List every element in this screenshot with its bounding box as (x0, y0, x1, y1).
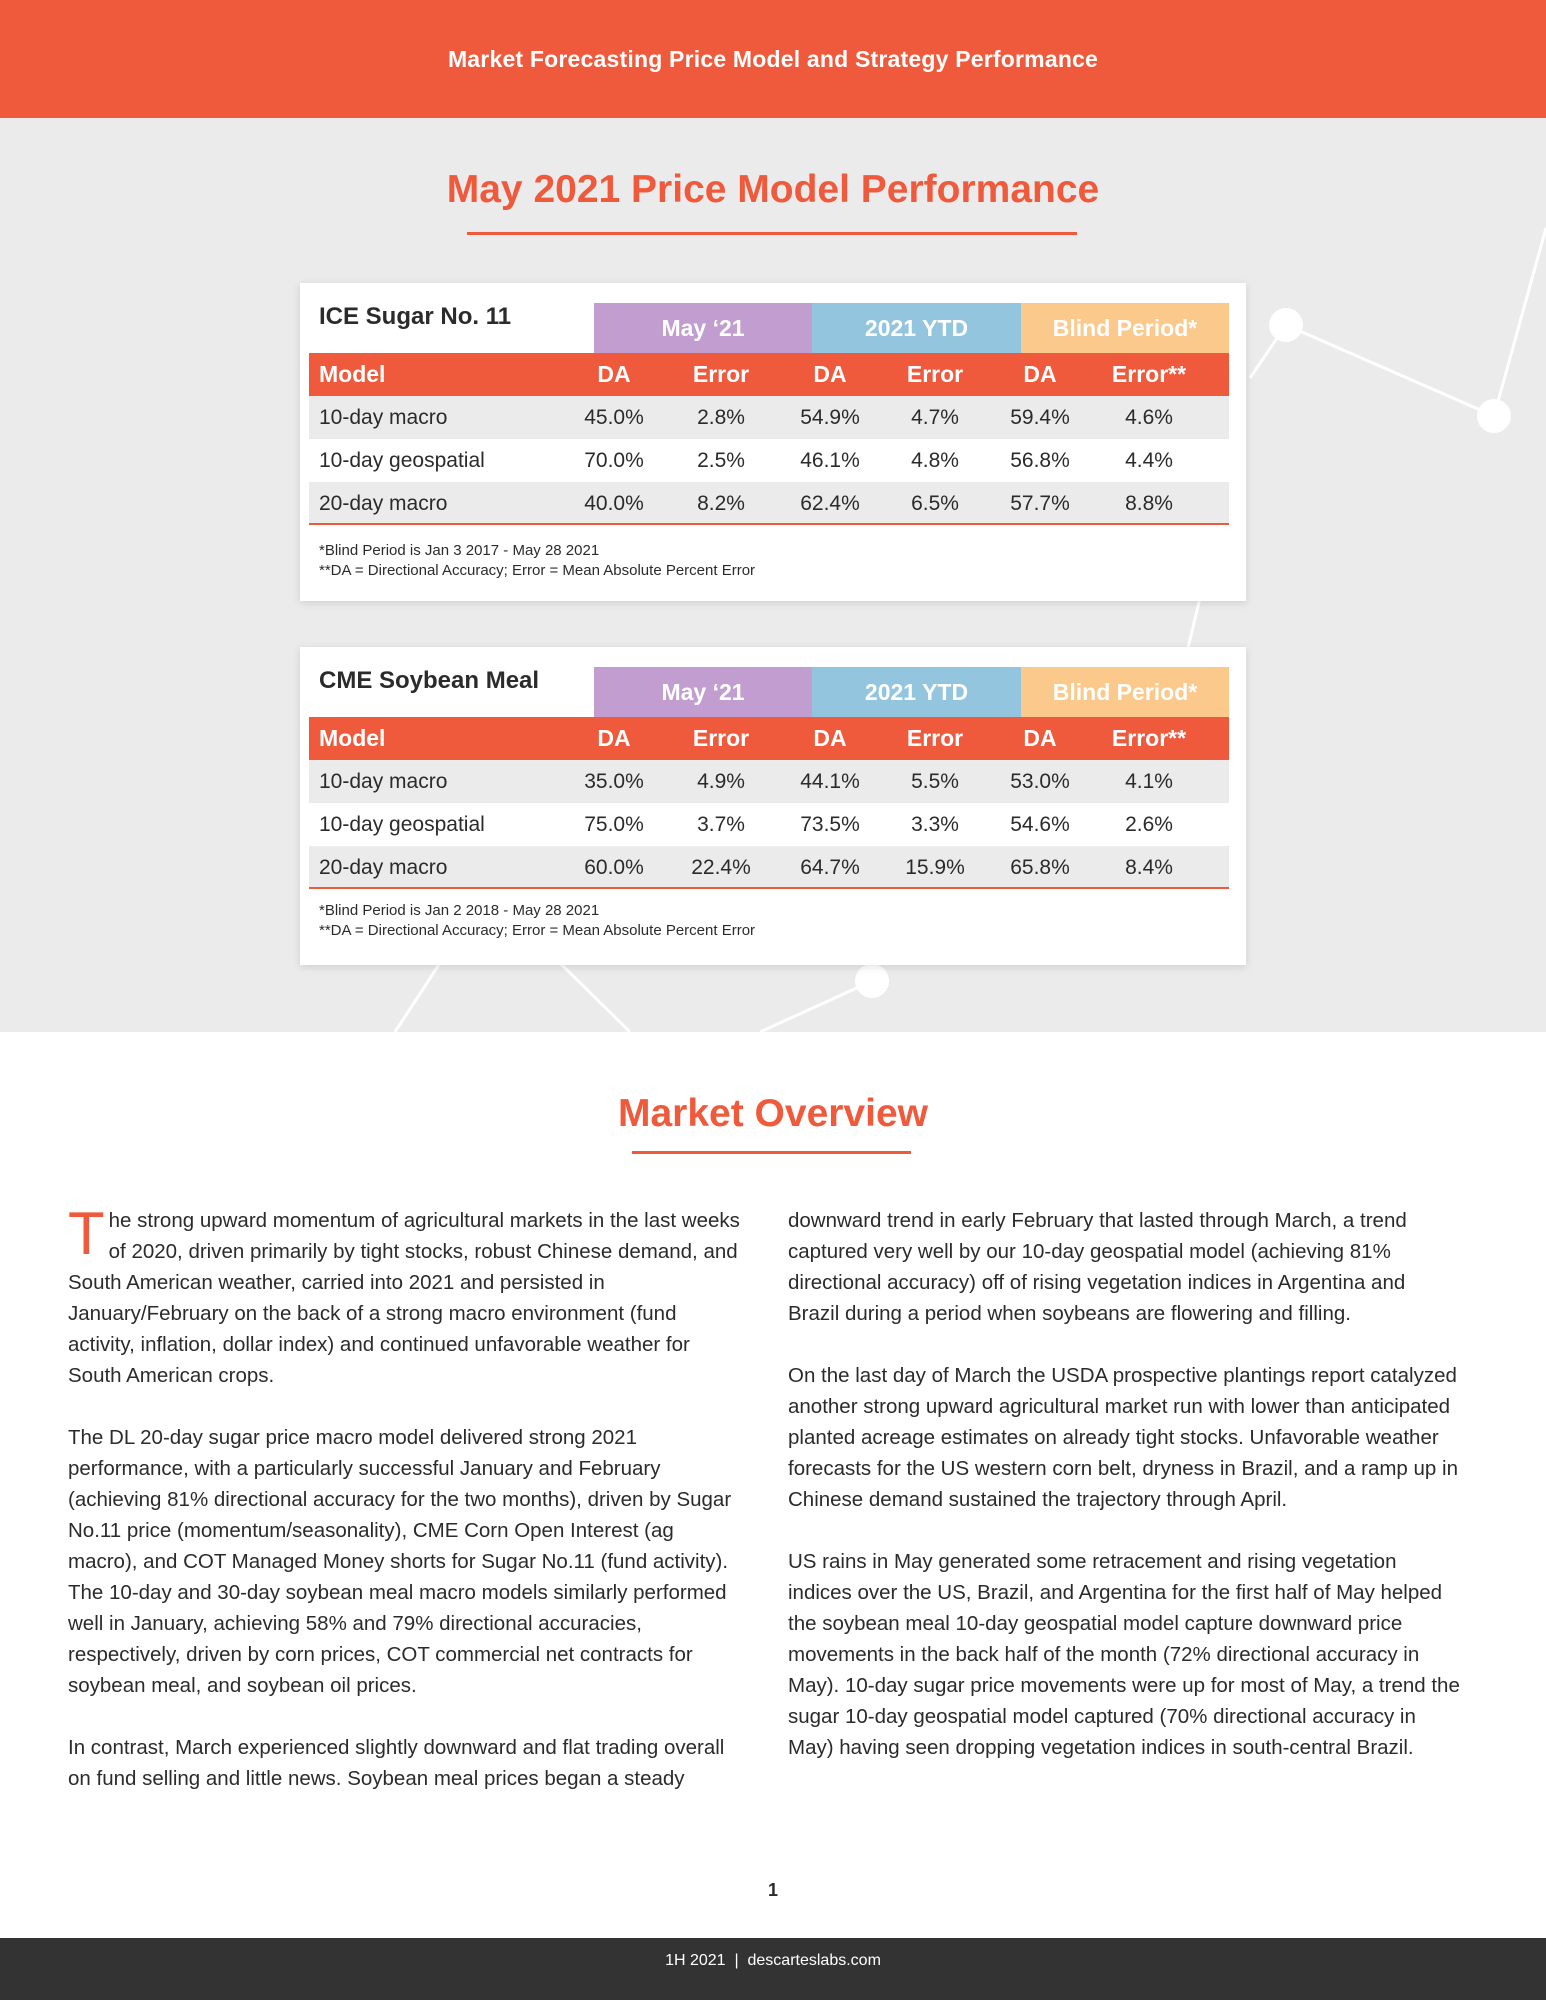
paragraph-text: he strong upward momentum of agricultural markets in the last weeks of 2020, driven primarily by tight stocks, robust Chinese demand, and South American weather, carried into 2021 and persisted in January/February on the back of a strong macro environment (fund activity, inflation, dollar index) and continued unfavorable weather for South American crops. (68, 1209, 740, 1387)
table-cell: 56.8% (1010, 449, 1070, 472)
sugar-table-card (300, 283, 1246, 601)
overview-paragraph: The DL 20-day sugar price macro model delivered strong 2021 performance, with a particularly successful January and February (achieving 81% directional accuracy for the two months), driven by Sugar No.11 price (momentum/seasonality), CME Corn Open Interest (ag macro), and COT Managed Money shorts for Sugar No.11 (fund activity). The 10-day and 30-day soybean meal macro models similarly performed well in January, achieving 58% and 79% directional accuracies, respectively, driven by corn prices, COT commercial net contracts for soybean meal, and soybean oil prices. (68, 1426, 732, 1697)
table-header-row (309, 353, 1229, 396)
table-cell: 54.9% (800, 406, 860, 429)
table-cell: 53.0% (1010, 770, 1070, 793)
column-header: DA (813, 725, 847, 751)
group-header-blind: Blind Period* (1021, 667, 1229, 717)
table-cell: 4.4% (1125, 449, 1173, 472)
table-cell: 64.7% (800, 856, 860, 879)
table-cell: 15.9% (905, 856, 965, 879)
table-cell: 44.1% (800, 770, 860, 793)
footer (0, 1938, 1546, 2000)
overview-left-column (68, 1200, 740, 1825)
table-cell: 8.4% (1125, 856, 1173, 879)
table-cell: 10-day geospatial (319, 813, 485, 836)
table-notes (319, 541, 755, 581)
soybean-table-card (300, 647, 1246, 965)
column-header: DA (813, 361, 847, 387)
overview-title: Market Overview (617, 1092, 928, 1135)
column-header: Error (906, 361, 964, 387)
table-row (309, 396, 1229, 439)
overview-right-column (788, 1205, 1460, 1794)
top-banner (0, 0, 1546, 118)
group-header-ytd: 2021 YTD (812, 303, 1021, 353)
table-cell: 10-day macro (319, 770, 448, 793)
table-title: ICE Sugar No. 11 (319, 303, 512, 330)
table-cell: 4.6% (1125, 406, 1173, 429)
column-header: DA (1023, 361, 1057, 387)
table-cell: 45.0% (584, 406, 644, 429)
column-header: DA (597, 725, 631, 751)
overview-title-rule (632, 1151, 911, 1154)
table-cell: 4.7% (911, 406, 959, 429)
column-header: DA (597, 361, 631, 387)
table-cell: 10-day geospatial (319, 449, 485, 472)
column-header: Error (692, 361, 750, 387)
table-cell: 6.5% (911, 492, 959, 515)
table-row (309, 439, 1229, 482)
table-cell: 8.8% (1125, 492, 1173, 515)
table-cell: 54.6% (1010, 813, 1070, 836)
group-header-ytd: 2021 YTD (812, 667, 1021, 717)
table-notes (319, 901, 755, 941)
table-cell: 8.2% (697, 492, 745, 515)
table-cell: 40.0% (584, 492, 644, 515)
group-header-may: May ‘21 (594, 303, 812, 353)
table-cell: 35.0% (584, 770, 644, 793)
column-header: Model (319, 725, 386, 751)
blind-period-note: *Blind Period is Jan 3 2017 - May 28 2021 (319, 542, 600, 559)
table-cell: 70.0% (584, 449, 644, 472)
overview-paragraph: US rains in May generated some retracement and rising vegetation indices over the US, Brazil, and Argentina for the first half of May helped the soybean meal 10-day geospatial model capture downward price movements in the back half of the month (72% directional accuracy in May). 10-day sugar price movements were up for most of May, a trend the sugar 10-day geospatial model captured (70% directional accuracy in May) having seen dropping vegetation indices in south-central Brazil. (788, 1550, 1460, 1759)
table-header-row (309, 717, 1229, 760)
column-header: Model (319, 361, 386, 387)
definition-note: **DA = Directional Accuracy; Error = Mean Absolute Percent Error (319, 562, 756, 579)
table-row (309, 482, 1229, 525)
table-cell: 75.0% (584, 813, 644, 836)
table-cell: 62.4% (800, 492, 860, 515)
column-header: Error (906, 725, 964, 751)
table-cell: 4.9% (697, 770, 745, 793)
table-row (309, 803, 1229, 846)
performance-title-rule (467, 232, 1077, 235)
table-cell: 2.6% (1125, 813, 1173, 836)
table-cell: 4.8% (911, 449, 959, 472)
overview-paragraph: In contrast, March experienced slightly downward and flat trading overall on fund selling and little news. Soybean meal prices began a steady (68, 1736, 725, 1790)
column-header: Error** (1111, 361, 1187, 387)
footer-text: 1H 2021 | descarteslabs.com (665, 1952, 881, 1969)
soybean-table (309, 717, 1229, 889)
table-cell: 65.8% (1010, 856, 1070, 879)
table-title: CME Soybean Meal (319, 667, 540, 694)
overview-paragraph: downward trend in early February that lasted through March, a trend captured very well by our 10-day geospatial model (achieving 81% directional accuracy) off of rising vegetation indices in Argentina and Brazil during a period when soybeans are flowering and filling. (788, 1209, 1407, 1325)
performance-title: May 2021 Price Model Performance (446, 168, 1100, 211)
column-header: Error** (1111, 725, 1187, 751)
group-header-may: May ‘21 (594, 667, 812, 717)
table-cell: 20-day macro (319, 492, 448, 515)
table-cell: 20-day macro (319, 856, 448, 879)
table-cell: 4.1% (1125, 770, 1173, 793)
table-cell: 3.7% (697, 813, 745, 836)
table-row (309, 760, 1229, 803)
column-header: DA (1023, 725, 1057, 751)
group-header-blind: Blind Period* (1021, 303, 1229, 353)
table-cell: 2.8% (697, 406, 745, 429)
table-row (309, 846, 1229, 889)
table-cell: 3.3% (911, 813, 959, 836)
sugar-table (309, 353, 1229, 525)
column-header: Error (692, 725, 750, 751)
table-cell: 2.5% (697, 449, 745, 472)
definition-note: **DA = Directional Accuracy; Error = Mean Absolute Percent Error (319, 922, 756, 939)
blind-period-note: *Blind Period is Jan 2 2018 - May 28 2021 (319, 902, 600, 919)
table-cell: 5.5% (911, 770, 959, 793)
table-cell: 73.5% (800, 813, 860, 836)
table-cell: 22.4% (691, 856, 751, 879)
table-cell: 46.1% (800, 449, 860, 472)
overview-paragraph: On the last day of March the USDA prospective plantings report catalyzed another strong upward agricultural market run with lower than anticipated planted acreage estimates on already tight stocks. Unfavorable weather forecasts for the US western corn belt, dryness in Brazil, and a ramp up in Chinese demand sustained the trajectory through April. (788, 1364, 1458, 1511)
page-number: 1 (767, 1880, 778, 1900)
table-cell: 60.0% (584, 856, 644, 879)
table-cell: 59.4% (1010, 406, 1070, 429)
table-cell: 57.7% (1010, 492, 1070, 515)
overview-paragraph (68, 1200, 740, 1391)
dropcap: T (68, 1200, 105, 1267)
table-cell: 10-day macro (319, 406, 448, 429)
banner-title: Market Forecasting Price Model and Strategy Performance (447, 45, 1099, 72)
